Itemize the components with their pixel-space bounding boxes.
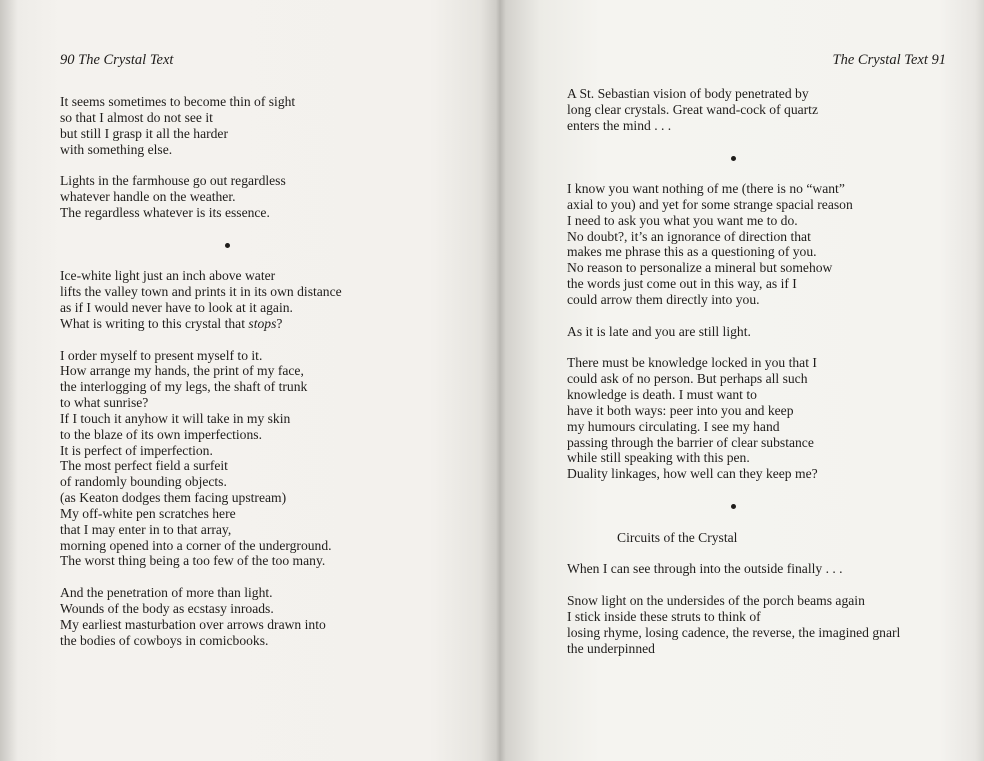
stanza xyxy=(60,173,480,221)
poem-line: to the blaze of its own imperfections. xyxy=(60,426,262,442)
poem-line: Snow light on the undersides of the porch beams again xyxy=(567,593,865,608)
poem-line: with something else. xyxy=(60,141,173,157)
stanza xyxy=(567,86,984,134)
poem-line: The worst thing being a too few of the too many. xyxy=(60,553,326,569)
poem-line: When I can see through into the outside finally . . . xyxy=(567,561,843,577)
poem-line: could arrow them directly into you. xyxy=(567,291,760,307)
poem-line: morning opened into a corner of the underground. xyxy=(60,537,332,553)
poem-line: losing rhyme, losing cadence, the reverse, the imagined gnarl xyxy=(567,624,901,640)
stanza xyxy=(567,181,984,308)
poem-line: My off-white pen scratches here xyxy=(60,505,236,521)
poem-line: as if I would never have to look at it again. xyxy=(60,299,293,315)
poem-line: It is perfect of imperfection. xyxy=(60,442,213,458)
left-page-text xyxy=(60,94,480,649)
poem-line: enters the mind . . . xyxy=(567,117,672,133)
poem-line: while still speaking with this pen. xyxy=(567,450,750,466)
poem-line: Wounds of the body as ecstasy inroads. xyxy=(60,601,274,616)
stanza xyxy=(60,585,480,648)
poem-line-with-italic xyxy=(60,316,480,332)
poem-line: A St. Sebastian vision of body penetrated by xyxy=(567,86,809,101)
section-divider-ornament xyxy=(60,237,480,253)
stanza xyxy=(567,324,984,340)
poem-line: so that I almost do not see it xyxy=(60,109,213,125)
stanza xyxy=(567,561,984,577)
right-page-text xyxy=(567,86,984,656)
poem-line: my humours circulating. I see my hand xyxy=(567,418,780,434)
poem-line: It seems sometimes to become thin of sight xyxy=(60,94,296,109)
poem-line: No doubt?, it’s an ignorance of direction that xyxy=(567,228,811,244)
poem-line: There must be knowledge locked in you that I xyxy=(567,355,817,371)
poem-line: My earliest masturbation over arrows drawn into xyxy=(60,616,326,632)
stanza xyxy=(567,593,984,656)
poem-line: that I may enter in to that array, xyxy=(60,521,232,537)
poem-line: the underpinned xyxy=(567,640,655,656)
poem-line: I stick inside these struts to think of xyxy=(567,608,761,624)
poem-line: knowledge is death. I must want to xyxy=(567,387,757,403)
poem-line: makes me phrase this as a questioning of you. xyxy=(567,244,817,260)
poem-line: The regardless whatever is its essence. xyxy=(60,204,270,220)
poem-line: I need to ask you what you want me to do. xyxy=(567,212,798,228)
poem-line: the interlogging of my legs, the shaft of trunk xyxy=(60,379,308,395)
bullet-ornament-icon xyxy=(225,243,230,248)
poem-line: whatever handle on the weather. xyxy=(60,189,236,205)
stanza xyxy=(60,94,480,157)
line-text: What is writing to this crystal that xyxy=(60,315,249,331)
stanza xyxy=(60,348,480,570)
poem-line: If I touch it anyhow it will take in my skin xyxy=(60,410,291,426)
section-divider-ornament xyxy=(567,149,984,165)
poem-line: As it is late and you are still light. xyxy=(567,323,751,339)
right-running-header: The Crystal Text 91 xyxy=(832,52,946,68)
poem-line: long clear crystals. Great wand-cock of quartz xyxy=(567,101,818,117)
poem-line: have it both ways: peer into you and keep xyxy=(567,402,794,418)
section-divider-ornament xyxy=(567,498,984,514)
bullet-ornament-icon xyxy=(731,156,736,161)
poem-line: passing through the barrier of clear substance xyxy=(567,434,814,450)
poem-line: The most perfect field a surfeit xyxy=(60,458,228,474)
poem-line: axial to you) and yet for some strange spacial reason xyxy=(567,196,853,212)
line-punctuation: ? xyxy=(276,315,283,331)
poem-line: of randomly bounding objects. xyxy=(60,474,227,490)
poem-line: I order myself to present myself to it. xyxy=(60,347,263,363)
poem-line: I know you want nothing of me (there is no “want” xyxy=(567,181,845,197)
poem-line: lifts the valley town and prints it in its own distance xyxy=(60,284,342,300)
stanza xyxy=(60,268,480,331)
italic-word: stops xyxy=(248,315,277,331)
bullet-ornament-icon xyxy=(731,504,736,509)
poem-line: to what sunrise? xyxy=(60,395,149,411)
poem-line: the bodies of cowboys in comicbooks. xyxy=(60,632,269,648)
poem-line: could ask of no person. But perhaps all such xyxy=(567,371,808,387)
poem-line: No reason to personalize a mineral but somehow xyxy=(567,260,833,276)
left-running-header: 90 The Crystal Text xyxy=(60,52,174,68)
poem-line: And the penetration of more than light. xyxy=(60,585,273,601)
poem-line: Duality linkages, how well can they keep me? xyxy=(567,466,818,482)
poem-line: Lights in the farmhouse go out regardless xyxy=(60,173,286,189)
poem-line: (as Keaton dodges them facing upstream) xyxy=(60,490,287,506)
poem-line: but still I grasp it all the harder xyxy=(60,125,228,141)
poem-line: How arrange my hands, the print of my face, xyxy=(60,363,304,379)
poem-line: the words just come out in this way, as if I xyxy=(567,276,797,292)
right-page xyxy=(503,0,984,761)
stanza xyxy=(567,355,984,482)
poem-line: Ice-white light just an inch above water xyxy=(60,268,276,284)
section-title: Circuits of the Crystal xyxy=(617,529,738,545)
